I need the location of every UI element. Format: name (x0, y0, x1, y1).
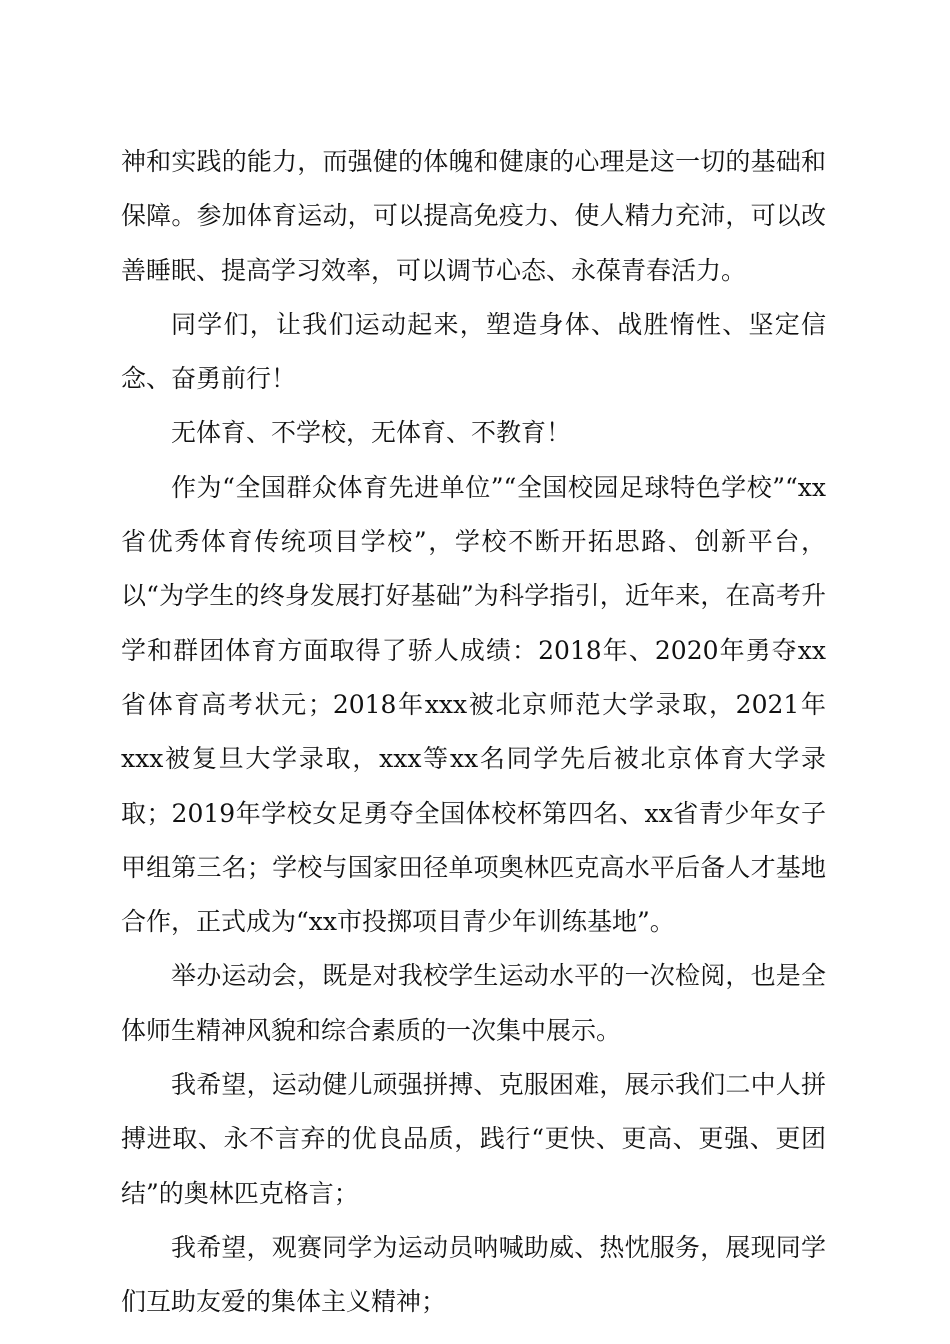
paragraph-hope-spectators: 我希望，观赛同学为运动员呐喊助威、热忱服务，展现同学们互助友爱的集体主义精神； (121, 1232, 826, 1317)
paragraph-sports-meet: 举办运动会，既是对我校学生运动水平的一次检阅，也是全体师生精神风貌和综合素质的一次集中展示。 (121, 961, 826, 1045)
paragraph-achievements: 作为“全国群众体育先进单位”“全国校园足球特色学校”“xx省优秀体育传统项目学校”，学校不断开拓思路、创新平台，以“为学生的终身发展打好基础”为科学指引，近年来，在高考升学和群团体育方面取得了骄人成绩：2018年、2020年勇夺xx省体育高考状元；2018年xxx被北京师范大学录取，2021年xxx被复旦大学录取，xxx等xx名同学先后被北京体育大学录取；2019年学校女足勇夺全国体校杯第四名、xx省青少年女子甲组第三名；学校与国家田径单项奥林匹克高水平后备人才基地合作，正式成为“xx市投掷项目青少年训练基地”。 (121, 472, 826, 937)
paragraph-continuation: 神和实践的能力，而强健的体魄和健康的心理是这一切的基础和保障。参加体育运动，可以提高免疫力、使人精力充沛，可以改善睡眠、提高学习效率，可以调节心态、永葆青春活力。 (121, 147, 826, 285)
paragraph-hope-athletes: 我希望，运动健儿顽强拼搏、克服困难，展示我们二中人拼搏进取、永不言弃的优良品质，践行“更快、更高、更强、更团结”的奥林匹克格言； (121, 1070, 826, 1208)
paragraph-slogan: 无体育、不学校，无体育、不教育！ (171, 418, 572, 448)
paragraph-call-to-action: 同学们，让我们运动起来，塑造身体、战胜惰性、坚定信念、奋勇前行！ (121, 309, 826, 394)
document-body (121, 135, 826, 1330)
